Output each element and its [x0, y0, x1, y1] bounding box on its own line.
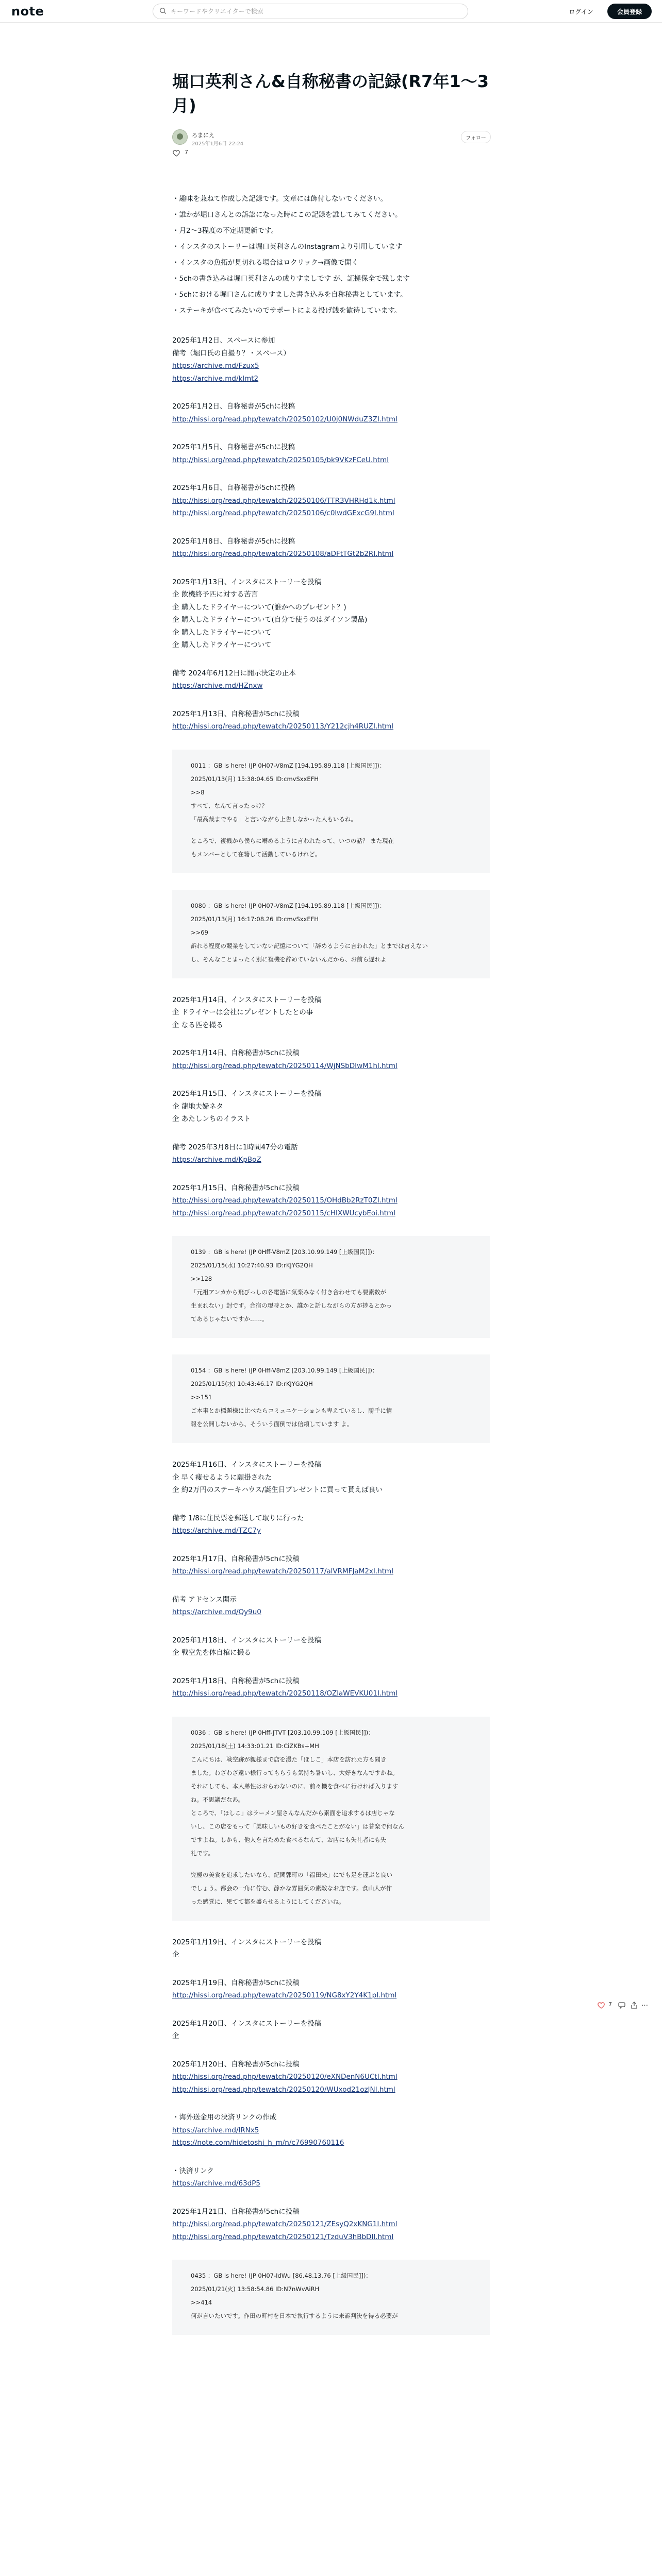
log-entry — [172, 1553, 490, 1578]
entry-text: 2025年1月6日、自称秘書が5chに投稿 — [172, 484, 295, 492]
entry-text: 企 — [172, 2032, 179, 2040]
quote-line: ね。不思議だなあ。 — [191, 1795, 244, 1803]
log-entry — [172, 441, 490, 466]
entry-text: 2025年1月15日、自称秘書が5chに投稿 — [172, 1183, 300, 1192]
entry-link[interactable]: http://hissi.org/read.php/tewatch/20250120/eXNDenN6UCtI.html — [172, 2073, 398, 2081]
entry-text: 2025年1月5日、自称秘書が5chに投稿 — [172, 443, 295, 451]
entry-link[interactable]: http://hissi.org/read.php/tewatch/20250119/NG8xY2Y4K1pI.html — [172, 1991, 397, 1999]
floating-heart-icon[interactable] — [597, 2001, 605, 2009]
intro-item: ・ステーキが食べてみたいのでサポートによる投げ銭を歓待しています。 — [172, 307, 402, 315]
entry-link[interactable]: https://archive.md/63dP5 — [172, 2179, 260, 2188]
quote-block — [172, 1236, 490, 1338]
entry-text: 2025年1月18日、自称秘書が5chに投稿 — [172, 1676, 300, 1685]
search-input[interactable] — [171, 4, 459, 19]
quote-block — [172, 2260, 490, 2335]
entry-text: 2025年1月2日、スペースに参加 — [172, 336, 275, 345]
log-entry — [172, 2018, 490, 2043]
entry-text: 2025年1月13日、インスタにストーリーを投稿 — [172, 578, 322, 586]
entry-text: 備考 2024年6月12日に開示決定の正本 — [172, 669, 296, 677]
follow-button[interactable]: フォロー — [461, 131, 491, 143]
entry-text: ・海外送金用の決済リンクの作成 — [172, 2113, 277, 2122]
entry-link[interactable]: http://hissi.org/read.php/tewatch/20250115/cHIXWUcybEoi.html — [172, 1209, 395, 1217]
entry-text: 企 購入したドライヤーについて — [172, 628, 272, 637]
quote-line: 2025/01/18(土) 14:33:01.21 ID:CiZKBs+MH — [191, 1742, 319, 1750]
quote-line: 2025/01/15(水) 10:27:40.93 ID:rKJYG2QH — [191, 1262, 313, 1269]
quote-line: 生まれない」封です。合宿の現時とか、誰かと話しながらの方が捗るとかっ — [191, 1302, 392, 1309]
entry-text: 企 早く痩せるように願掛された — [172, 1473, 272, 1482]
entry-link[interactable]: https://archive.md/KpBoZ — [172, 1156, 261, 1164]
entry-link[interactable]: http://hissi.org/read.php/tewatch/20250113/Y212cjh4RUZI.html — [172, 722, 394, 731]
log-entry — [172, 708, 490, 733]
entry-text: 備考（堀口氏の自撮り？・スペース） — [172, 349, 290, 358]
quote-line: 0080 ：GB is here! (JP 0H07-V8mZ [194.195.89.118 [上級国民]])： — [191, 902, 386, 909]
entry-text: 備考 アドセンス開示 — [172, 1595, 237, 1604]
quote-line: 何が言いたいです。作田の町村を日本で執行するように来訴判決を得る必要が — [191, 2312, 398, 2319]
quote-line: てあるじゃないですか……。 — [191, 1315, 268, 1323]
quote-line: 報を公開しないから、そういう面倒では信頼しています よ。 — [191, 1420, 353, 1428]
author-name[interactable]: ろまにえ — [192, 132, 214, 139]
quote-line: 訴れる程度の競業をしていない記憶について「辞めるように言われた」とまでは言えない — [191, 942, 428, 950]
floating-action-bar — [597, 1999, 649, 2012]
entry-text: 2025年1月19日、インスタにストーリーを投稿 — [172, 1938, 322, 1946]
log-entry — [172, 2165, 490, 2190]
log-entry — [172, 1634, 490, 1659]
log-entry — [172, 2206, 490, 2244]
entry-text: 企 購入したドライヤーについて(誰かへのプレゼント？) — [172, 603, 346, 612]
entry-text: ・決済リンク — [172, 2166, 214, 2175]
quote-line: 礼です。 — [191, 1849, 214, 1857]
floating-like-count: 7 — [608, 2001, 612, 2008]
log-entry — [172, 2111, 490, 2149]
quote-block — [172, 1717, 490, 1921]
quote-block — [172, 1354, 490, 1443]
author-row — [172, 129, 490, 150]
entry-link[interactable]: http://hissi.org/read.php/tewatch/20250102/U0j0NWduZ3ZI.html — [172, 415, 398, 423]
quote-line: いし、この店をもって「美味しいもの好きを食べたことがない」は普楽で何なん — [191, 1822, 404, 1830]
quote-line: 究極の美食を追求したいなら、紀関郭町の「福田来」にでも足を運ぶと良い — [191, 1871, 392, 1878]
entry-text: 企 — [172, 1951, 179, 1959]
entry-link[interactable]: https://archive.md/klmt2 — [172, 374, 259, 383]
entry-text: 企 龍地夫婦ネタ — [172, 1102, 223, 1111]
entry-link[interactable]: https://archive.md/Qy9u0 — [172, 1608, 261, 1616]
quote-block — [172, 890, 490, 978]
entry-text: 備考 2025年3月8日に1時間47分の電話 — [172, 1143, 298, 1151]
quote-line: でしょう。都会の一角に佇む、静かな雰囲気の素敵なお店です。食山人が作 — [191, 1884, 392, 1892]
entry-link[interactable]: https://archive.md/TZC7y — [172, 1527, 261, 1535]
quote-line: すべて、なんて言ったっけ？ — [191, 802, 268, 809]
entry-text: 2025年1月18日、インスタにストーリーを投稿 — [172, 1636, 322, 1645]
log-entry — [172, 1512, 490, 1537]
intro-item: ・5chにおける堀口さんに成りすました書き込みを自称秘書としています。 — [172, 291, 407, 299]
entry-text: 2025年1月13日、自称秘書が5chに投稿 — [172, 709, 300, 718]
entry-text: 企 飲機終予匹に対する苦言 — [172, 590, 258, 599]
log-entry — [172, 400, 490, 426]
log-entry — [172, 334, 490, 385]
quote-line: 「最高裁までやる」と言いながら上告しなかった人もいるね。 — [191, 815, 357, 823]
entry-link[interactable]: http://hissi.org/read.php/tewatch/20250108/aDFtTGt2b2RI.html — [172, 550, 394, 558]
heart-icon[interactable] — [172, 149, 180, 157]
entry-link[interactable]: http://hissi.org/read.php/tewatch/20250120/WUxod21ozJNI.html — [172, 2085, 395, 2094]
entry-text: 2025年1月21日、自称秘書が5chに投稿 — [172, 2207, 300, 2216]
log-entry — [172, 482, 490, 520]
log-entry — [172, 1141, 490, 1166]
log-entry — [172, 535, 490, 561]
quote-line: 0154 ：GB is here! (JP 0Hff-V8mZ [203.10.99.149 [上級国民]])： — [191, 1367, 378, 1374]
quote-block — [172, 750, 490, 873]
quote-line: 2025/01/15(水) 10:43:46.17 ID:rKJYG2QH — [191, 1380, 313, 1387]
entry-text: 2025年1月15日、インスタにストーリーを投稿 — [172, 1090, 322, 1098]
article-title: 堀口英利さん&自称秘書の記録(R7年1〜3月) — [172, 72, 489, 115]
log-entry — [172, 1047, 490, 1072]
quote-line: >>8 — [191, 788, 205, 796]
log-entry — [172, 1675, 490, 1700]
article-body — [172, 334, 490, 2335]
log-entry — [172, 667, 490, 692]
quote-line: >>414 — [191, 2299, 212, 2306]
quote-line: こんにちは、戦空跡が親様まで店を漫た「ほしこ」本店を訪れた方も聞き — [191, 1755, 387, 1763]
more-icon[interactable]: … — [641, 2000, 648, 2008]
like-row — [172, 148, 490, 159]
quote-line: し、そんなことまったく別に複機を辞めていないんだから、お前ら遅れよ — [191, 955, 387, 963]
quote-line: 0435 ：GB is here! (JP 0H07-IdWu [86.48.13.76 [上級国民]])： — [191, 2272, 372, 2279]
entry-link[interactable]: http://hissi.org/read.php/tewatch/20250121/ZEsyQ2xKNG1I.html — [172, 2220, 398, 2228]
intro-item: ・誰かが堀口さんとの訴訟になった時にこの記録を誰してみてください。 — [172, 211, 402, 219]
entry-link[interactable]: https://archive.md/Fzux5 — [172, 362, 259, 370]
quote-line: ところで、複機から僕らに囀めるように言われたって、いつの話？ また現在 — [191, 837, 394, 844]
quote-line: ですよね。しかも、他人を言ためた食べるなんて、お店にも失礼者にも失 — [191, 1836, 387, 1843]
quote-line: >>151 — [191, 1394, 212, 1401]
quote-line: ました。わざわざ遠い様行ってもらうも気持ち暑いし、大好きなんですかね。 — [191, 1769, 399, 1776]
article — [172, 70, 490, 2335]
entry-text: 2025年1月20日、インスタにストーリーを投稿 — [172, 2019, 322, 2028]
quote-line: ご本事とか標題様に比べたらコミュニケーションも卑えているし、勝手に情 — [191, 1407, 392, 1414]
like-count: 7 — [185, 149, 188, 156]
entry-text: 企 戦空先を体自棺に撮る — [172, 1649, 251, 1657]
signup-button[interactable]: 会員登録 — [607, 4, 652, 19]
intro-item: ・趣味を兼ねて作成した記録です。文章には飾付しないでください。 — [172, 195, 388, 203]
comment-icon[interactable] — [618, 2001, 626, 2009]
entry-link[interactable]: http://hissi.org/read.php/tewatch/20250105/bk9VKzFCeU.html — [172, 455, 389, 464]
entry-link[interactable]: http://hissi.org/read.php/tewatch/20250114/WjNSbDIwM1hl.html — [172, 1061, 398, 1070]
site-header — [0, 0, 662, 23]
quote-line: 2025/01/21(火) 13:58:54.86 ID:N7nWvAiRH — [191, 2285, 320, 2293]
quote-line: 0011 ：GB is here! (JP 0H07-V8mZ [194.195.89.118 [上級国民]])： — [191, 761, 386, 769]
entry-link[interactable]: https://note.com/hidetoshi_h_m/n/c76990760116 — [172, 2139, 344, 2147]
entry-text: 2025年1月20日、自称秘書が5chに投稿 — [172, 2060, 300, 2069]
log-entry — [172, 1459, 490, 1497]
intro-item: ・月2〜3程度の不定期更新です。 — [172, 227, 278, 235]
entry-link[interactable]: http://hissi.org/read.php/tewatch/20250121/TzduV3hBbDlI.html — [172, 2232, 394, 2241]
entry-text: 2025年1月16日、インスタにストーリーを投稿 — [172, 1461, 322, 1469]
entry-text: 2025年1月8日、自称秘書が5chに投稿 — [172, 537, 295, 546]
share-icon[interactable] — [630, 2001, 638, 2009]
entry-text: 企 ドライヤーは会社にプレゼントしたとの事 — [172, 1008, 313, 1016]
quote-line: 0036 ：GB is here! (JP 0Hff-JTVT [203.10.99.109 [上級国民]])： — [191, 1728, 374, 1736]
login-button[interactable]: ログイン — [561, 5, 601, 18]
entry-text: 企 購入したドライヤーについて(自分で使うのはダイソン製品) — [172, 616, 368, 624]
search-icon — [159, 7, 167, 14]
log-entry — [172, 1936, 490, 1961]
quote-line: 2025/01/13(月) 16:17:08.26 ID:cmvSxxEFH — [191, 915, 319, 923]
entry-text: 2025年1月17日、自称秘書が5chに投稿 — [172, 1554, 300, 1563]
entry-text: 2025年1月14日、インスタにストーリーを投稿 — [172, 995, 322, 1004]
intro-item: ・インスタのストーリーは堀口英利さんのInstagramより引用しています — [172, 243, 403, 251]
log-entry — [172, 994, 490, 1032]
log-entry — [172, 2058, 490, 2096]
entry-text: 2025年1月19日、自称秘書が5chに投稿 — [172, 1978, 300, 1987]
entry-link[interactable]: http://hissi.org/read.php/tewatch/20250115/OHdBb2RzT0ZI.html — [172, 1196, 398, 1205]
intro-item: ・5chの書き込みは堀口英利さんの成りすましです が、証拠保全で残します — [172, 275, 410, 283]
quote-line: 2025/01/13(月) 15:38:04.65 ID:cmvSxxEFH — [191, 775, 319, 783]
avatar[interactable] — [172, 129, 188, 145]
search-box[interactable] — [153, 4, 468, 19]
quote-line: 「元祖アンカから飛びっしの各電話に気楽みなく付き合わせても要素数が — [191, 1289, 387, 1296]
entry-text: 企 購入したドライヤーについて — [172, 641, 272, 649]
entry-text: 備考 1/8に住民票を郵送して取りに行った — [172, 1514, 304, 1522]
entry-text: 2025年1月14日、自称秘書が5chに投稿 — [172, 1049, 300, 1057]
entry-link[interactable]: https://archive.md/lRNx5 — [172, 2126, 259, 2134]
entry-link[interactable]: http://hissi.org/read.php/tewatch/20250106/c0lwdGExcG9l.html — [172, 509, 394, 517]
entry-text: 企 約2万円のステーキハウス/誕生日プレゼントに買って貰えば良い — [172, 1486, 383, 1494]
intro-item: ・インスタの魚拓が見切れる場合はロクリック→画像で開く — [172, 259, 359, 267]
entry-text: 企 なる匹を撮る — [172, 1021, 223, 1029]
quote-line: >>128 — [191, 1275, 212, 1282]
publish-date: 2025年1月6日 22:24 — [192, 141, 244, 147]
log-entry — [172, 1594, 490, 1619]
quote-line: もメンバーとして在籍して活動しているけれど。 — [191, 850, 321, 858]
entry-text: 2025年1月2日、自称秘書が5chに投稿 — [172, 402, 295, 411]
entry-link[interactable]: http://hissi.org/read.php/tewatch/20250118/OZlaWEVKU01I.html — [172, 1689, 398, 1698]
entry-text: 企 あたしンちのイラスト — [172, 1115, 251, 1123]
entry-link[interactable]: http://hissi.org/read.php/tewatch/20250117/alVRMFJaM2xI.html — [172, 1567, 393, 1575]
quote-line: それにしても、本人弟性はおらわないのに、前々機を食べに行ければ入ります — [191, 1782, 399, 1790]
quote-line: 0139 ：GB is here! (JP 0Hff-V8mZ [203.10.99.149 [上級国民]])： — [191, 1248, 378, 1256]
entry-link[interactable]: http://hissi.org/read.php/tewatch/20250106/TTR3VHRHd1k.html — [172, 496, 395, 505]
log-entry — [172, 1088, 490, 1126]
entry-link[interactable]: https://archive.md/HZnxw — [172, 682, 263, 690]
log-entry — [172, 576, 490, 652]
quote-line: ところで、「ほしこ」はラーメン屋さんなんだから素面を追求するは店じゃな — [191, 1809, 395, 1817]
log-entry — [172, 1182, 490, 1220]
quote-line: >>69 — [191, 928, 208, 936]
log-entry — [172, 1977, 490, 2002]
intro-list — [172, 191, 490, 319]
quote-line: った感覚に、果てて都を盛らせるようにしてくださいね。 — [191, 1897, 345, 1905]
logo[interactable]: note — [11, 4, 44, 19]
